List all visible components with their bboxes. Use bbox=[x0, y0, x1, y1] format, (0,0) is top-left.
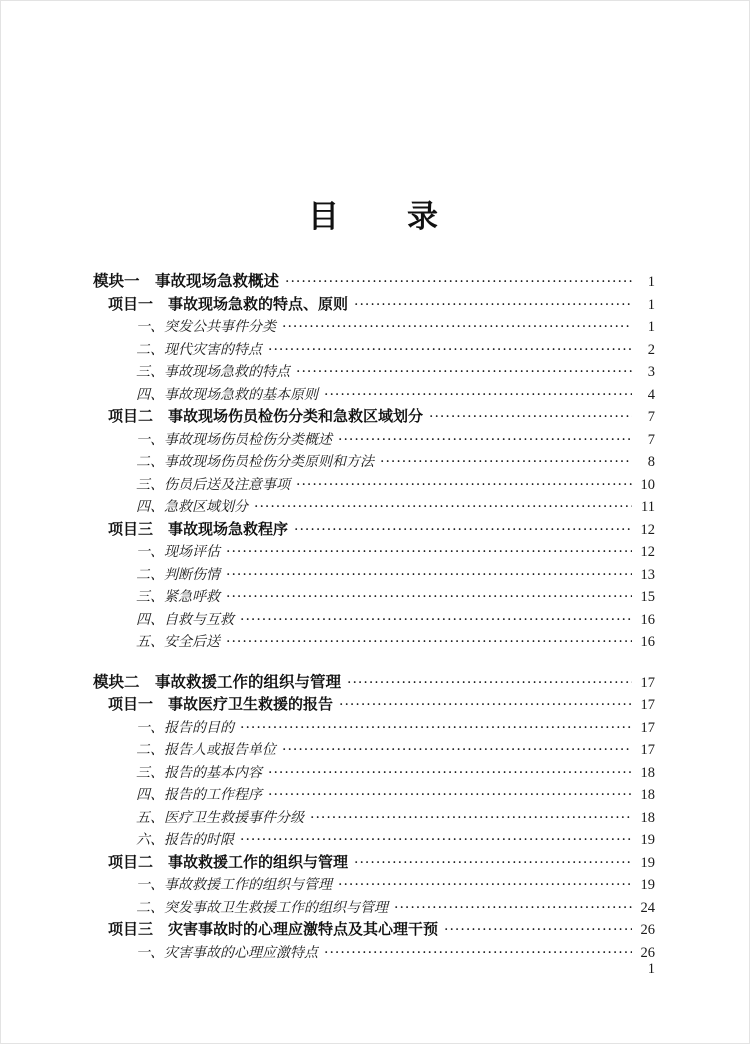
toc-entry-page: 3 bbox=[647, 364, 655, 380]
toc-entry bbox=[93, 474, 655, 497]
toc-entry-page: 13 bbox=[640, 566, 655, 583]
toc-entry-page: 8 bbox=[647, 454, 655, 470]
toc-entry bbox=[93, 919, 655, 942]
toc-entry-page: 4 bbox=[647, 386, 655, 403]
toc-entry bbox=[93, 717, 655, 740]
toc-entry-text: 四、急救区域划分 bbox=[136, 499, 248, 515]
toc-entry-text: 一、现场评估 bbox=[136, 544, 220, 560]
toc-entry-page: 11 bbox=[641, 499, 655, 515]
dot-leader bbox=[394, 897, 632, 920]
toc-entry-text: 二、现代灾害的特点 bbox=[136, 341, 262, 358]
toc-entry bbox=[93, 672, 655, 695]
toc-entry bbox=[93, 739, 655, 762]
dot-leader bbox=[338, 874, 632, 897]
toc-entry-page: 16 bbox=[640, 634, 655, 650]
toc-entry-text: 五、安全后送 bbox=[136, 634, 220, 650]
dot-leader bbox=[354, 852, 632, 875]
dot-leader bbox=[324, 384, 632, 407]
toc-entry-page: 17 bbox=[640, 697, 655, 713]
toc-entry-text: 一、突发公共事件分类 bbox=[136, 319, 276, 335]
toc-entry-page: 12 bbox=[640, 544, 655, 560]
toc-entry bbox=[93, 451, 655, 474]
toc-entry-text: 项目一 事故医疗卫生救援的报告 bbox=[108, 696, 334, 713]
toc-entry-text: 四、报告的工作程序 bbox=[136, 787, 262, 803]
toc-entry bbox=[93, 361, 655, 384]
dot-leader bbox=[268, 339, 632, 362]
toc-entry-text: 二、判断伤情 bbox=[136, 566, 220, 583]
dot-leader bbox=[380, 451, 632, 474]
dot-leader bbox=[254, 496, 632, 519]
toc-entry-text: 二、突发事故卫生救援工作的组织与管理 bbox=[136, 899, 388, 916]
toc-entry bbox=[93, 631, 655, 654]
toc-entry-text: 四、自救与互救 bbox=[136, 611, 234, 628]
dot-leader bbox=[226, 631, 632, 654]
toc-entry bbox=[93, 586, 655, 609]
dot-leader bbox=[338, 429, 632, 452]
toc-entry bbox=[93, 609, 655, 632]
toc-entry-page: 7 bbox=[647, 431, 655, 448]
dot-leader bbox=[296, 474, 632, 497]
dot-leader bbox=[240, 829, 632, 852]
toc-entry-text: 六、报告的时限 bbox=[136, 832, 234, 848]
toc-entry bbox=[93, 316, 655, 339]
toc-entry-text: 三、紧急呼救 bbox=[136, 589, 220, 605]
toc-entry-text: 项目三 灾害事故时的心理应激特点及其心理干预 bbox=[108, 921, 439, 938]
toc-entry-page: 1 bbox=[647, 296, 655, 313]
toc-entry-page: 19 bbox=[640, 832, 655, 848]
page-title: 目 录 bbox=[308, 199, 440, 234]
toc-entry-text: 四、事故现场急救的基本原则 bbox=[136, 386, 318, 403]
dot-leader bbox=[294, 519, 632, 542]
toc-entry-text: 五、医疗卫生救援事件分级 bbox=[136, 809, 304, 826]
toc-entry-page: 7 bbox=[647, 409, 655, 425]
toc-entry bbox=[93, 807, 655, 830]
toc-entry bbox=[93, 271, 655, 294]
toc-entry-page: 17 bbox=[640, 742, 655, 758]
dot-leader bbox=[339, 694, 632, 717]
toc-entry bbox=[93, 406, 655, 429]
toc-entry bbox=[93, 541, 655, 564]
toc-entry bbox=[93, 897, 655, 920]
toc-entry-text: 项目三 事故现场急救程序 bbox=[108, 520, 289, 538]
dot-leader bbox=[285, 271, 632, 294]
toc-entry-page: 17 bbox=[640, 674, 655, 691]
toc-entry bbox=[93, 829, 655, 852]
dot-leader bbox=[444, 919, 632, 942]
toc-entry-page: 26 bbox=[640, 922, 655, 938]
dot-leader bbox=[354, 294, 632, 317]
toc-entry-page: 24 bbox=[640, 899, 655, 916]
toc-entry-page: 16 bbox=[640, 611, 655, 628]
toc-entry bbox=[93, 762, 655, 785]
toc-entry-page: 1 bbox=[647, 319, 655, 335]
toc-entry bbox=[93, 564, 655, 587]
toc-entry-page: 19 bbox=[640, 854, 655, 871]
toc-entry-text: 三、报告的基本内容 bbox=[136, 764, 262, 781]
dot-leader bbox=[226, 564, 632, 587]
toc-entry-page: 17 bbox=[640, 719, 655, 736]
toc-entry-page: 12 bbox=[640, 521, 655, 538]
toc-entry-text: 三、伤员后送及注意事项 bbox=[136, 476, 290, 493]
toc-list bbox=[93, 271, 655, 964]
dot-leader bbox=[268, 784, 632, 807]
toc-entry-page: 15 bbox=[640, 589, 655, 605]
dot-leader bbox=[226, 586, 632, 609]
toc-entry bbox=[93, 496, 655, 519]
toc-entry-text: 模块二 事故救援工作的组织与管理 bbox=[93, 673, 342, 691]
dot-leader bbox=[310, 807, 632, 830]
toc-entry-text: 项目一 事故现场急救的特点、原则 bbox=[108, 295, 349, 313]
toc-entry-page: 18 bbox=[640, 787, 655, 803]
toc-entry bbox=[93, 294, 655, 317]
toc-entry bbox=[93, 384, 655, 407]
toc-entry-page: 18 bbox=[640, 809, 655, 826]
toc-entry-text: 一、事故现场伤员检伤分类概述 bbox=[136, 431, 332, 448]
dot-leader bbox=[347, 672, 632, 695]
dot-leader bbox=[429, 406, 632, 429]
toc-entry-page: 1 bbox=[647, 274, 655, 290]
toc-entry bbox=[93, 784, 655, 807]
page-number: 1 bbox=[647, 961, 655, 977]
dot-leader bbox=[296, 361, 632, 384]
toc-entry-text: 一、报告的目的 bbox=[136, 719, 234, 736]
toc-entry-text: 二、报告人或报告单位 bbox=[136, 742, 276, 758]
toc-entry-page: 2 bbox=[647, 341, 655, 358]
dot-leader bbox=[226, 541, 632, 564]
toc-entry-text: 一、事故救援工作的组织与管理 bbox=[136, 877, 332, 893]
toc-entry-text: 二、事故现场伤员检伤分类原则和方法 bbox=[136, 454, 374, 470]
toc-entry-text: 一、灾害事故的心理应激特点 bbox=[136, 944, 318, 961]
toc-entry-text: 模块一 事故现场急救概述 bbox=[93, 273, 280, 290]
dot-leader bbox=[324, 942, 632, 965]
dot-leader bbox=[240, 717, 632, 740]
toc-entry bbox=[93, 429, 655, 452]
toc-entry-page: 18 bbox=[640, 764, 655, 781]
toc-entry bbox=[93, 852, 655, 875]
dot-leader bbox=[282, 739, 632, 762]
toc-entry bbox=[93, 942, 655, 965]
dot-leader bbox=[268, 762, 632, 785]
toc-entry-page: 10 bbox=[640, 476, 655, 493]
toc-entry-text: 项目二 事故现场伤员检伤分类和急救区域划分 bbox=[108, 408, 424, 425]
dot-leader bbox=[240, 609, 632, 632]
toc-entry bbox=[93, 339, 655, 362]
toc-entry bbox=[93, 519, 655, 542]
toc-entry bbox=[93, 694, 655, 717]
toc-entry-page: 26 bbox=[640, 944, 655, 961]
toc-entry-page: 19 bbox=[640, 877, 655, 893]
toc-entry-text: 项目二 事故救援工作的组织与管理 bbox=[108, 853, 349, 871]
toc-entry-text: 三、事故现场急救的特点 bbox=[136, 364, 290, 380]
toc-entry bbox=[93, 874, 655, 897]
dot-leader bbox=[282, 316, 632, 339]
